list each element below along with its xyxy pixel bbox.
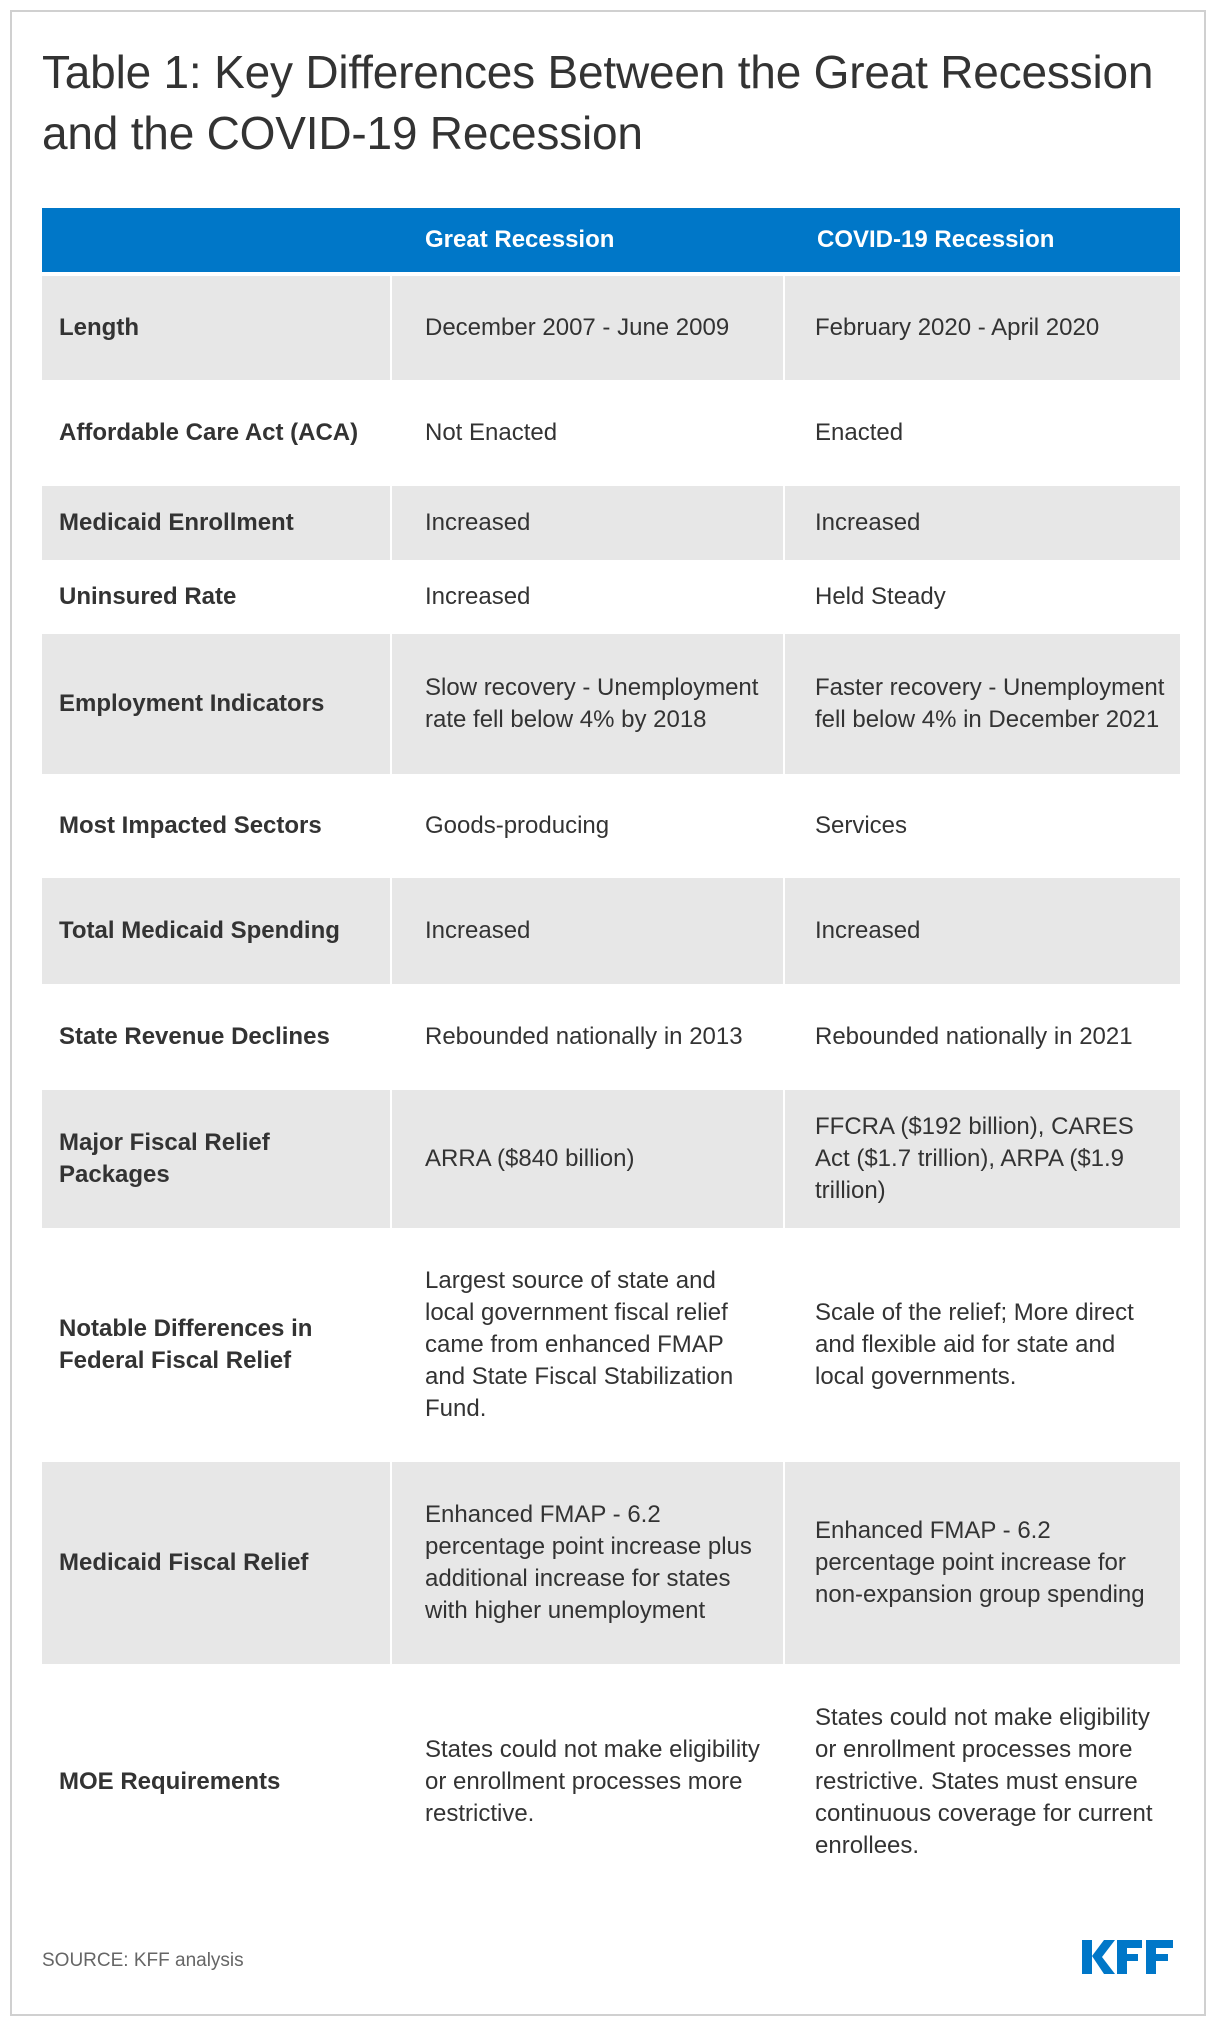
header-cell-covid-recession: COVID-19 Recession <box>817 226 1055 253</box>
row-label: Major Fiscal Relief Packages <box>42 1090 390 1228</box>
comparison-table <box>42 208 1180 1900</box>
great-recession-cell: Increased <box>392 486 783 560</box>
table-header-row <box>42 208 1180 272</box>
table-row <box>42 1090 1180 1228</box>
great-recession-cell: Increased <box>392 878 783 984</box>
row-label: Notable Differences in Federal Fiscal Relief <box>42 1228 390 1462</box>
row-label: State Revenue Declines <box>42 984 390 1090</box>
great-recession-cell: Enhanced FMAP - 6.2 percentage point increase plus additional increase for states with higher unemployment <box>392 1462 783 1664</box>
great-recession-cell: Slow recovery - Unemployment rate fell below 4% by 2018 <box>392 634 783 774</box>
table-row <box>42 486 1180 560</box>
row-label: MOE Requirements <box>42 1664 390 1900</box>
covid-recession-cell: Increased <box>785 878 1180 984</box>
covid-recession-cell: Held Steady <box>785 560 1180 634</box>
table-row <box>42 1462 1180 1664</box>
great-recession-cell: States could not make eligibility or enrollment processes more restrictive. <box>392 1664 783 1900</box>
covid-recession-cell: Rebounded nationally in 2021 <box>785 984 1180 1090</box>
table-title: Table 1: Key Differences Between the Great Recession and the COVID-19 Recession <box>42 46 1154 159</box>
table-row <box>42 984 1180 1090</box>
row-label: Total Medicaid Spending <box>42 878 390 984</box>
row-label: Employment Indicators <box>42 634 390 774</box>
covid-recession-cell: States could not make eligibility or enrollment processes more restrictive. States must ensure continuous coverage for current enrollees. <box>785 1664 1180 1900</box>
row-label: Medicaid Enrollment <box>42 486 390 560</box>
table-row <box>42 276 1180 380</box>
great-recession-cell: Goods-producing <box>392 774 783 878</box>
row-label: Length <box>42 276 390 380</box>
covid-recession-cell: Enacted <box>785 380 1180 486</box>
covid-recession-cell: Enhanced FMAP - 6.2 percentage point increase for non-expansion group spending <box>785 1462 1180 1664</box>
table-row <box>42 634 1180 774</box>
table-row <box>42 1228 1180 1462</box>
source-note: SOURCE: KFF analysis <box>42 1950 244 1971</box>
covid-recession-cell: Faster recovery - Unemployment fell below 4% in December 2021 <box>785 634 1180 774</box>
row-label: Most Impacted Sectors <box>42 774 390 878</box>
great-recession-cell: Rebounded nationally in 2013 <box>392 984 783 1090</box>
great-recession-cell: December 2007 - June 2009 <box>392 276 783 380</box>
great-recession-cell: ARRA ($840 billion) <box>392 1090 783 1228</box>
covid-recession-cell: Services <box>785 774 1180 878</box>
row-label: Uninsured Rate <box>42 560 390 634</box>
header-cell-blank <box>42 208 390 272</box>
great-recession-cell: Not Enacted <box>392 380 783 486</box>
table-row <box>42 380 1180 486</box>
covid-recession-cell: FFCRA ($192 billion), CARES Act ($1.7 trillion), ARPA ($1.9 trillion) <box>785 1090 1180 1228</box>
table-row <box>42 1664 1180 1900</box>
row-label: Affordable Care Act (ACA) <box>42 380 390 486</box>
row-label: Medicaid Fiscal Relief <box>42 1462 390 1664</box>
covid-recession-cell: Increased <box>785 486 1180 560</box>
covid-recession-cell: February 2020 - April 2020 <box>785 276 1180 380</box>
table-row <box>42 878 1180 984</box>
table-row <box>42 560 1180 634</box>
kff-logo <box>1080 1936 1178 1976</box>
covid-recession-cell: Scale of the relief; More direct and flexible aid for state and local governments. <box>785 1228 1180 1462</box>
table-row <box>42 774 1180 878</box>
great-recession-cell: Largest source of state and local government fiscal relief came from enhanced FMAP and State Fiscal Stabilization Fund. <box>392 1228 783 1462</box>
great-recession-cell: Increased <box>392 560 783 634</box>
header-cell-great-recession: Great Recession <box>425 226 615 253</box>
